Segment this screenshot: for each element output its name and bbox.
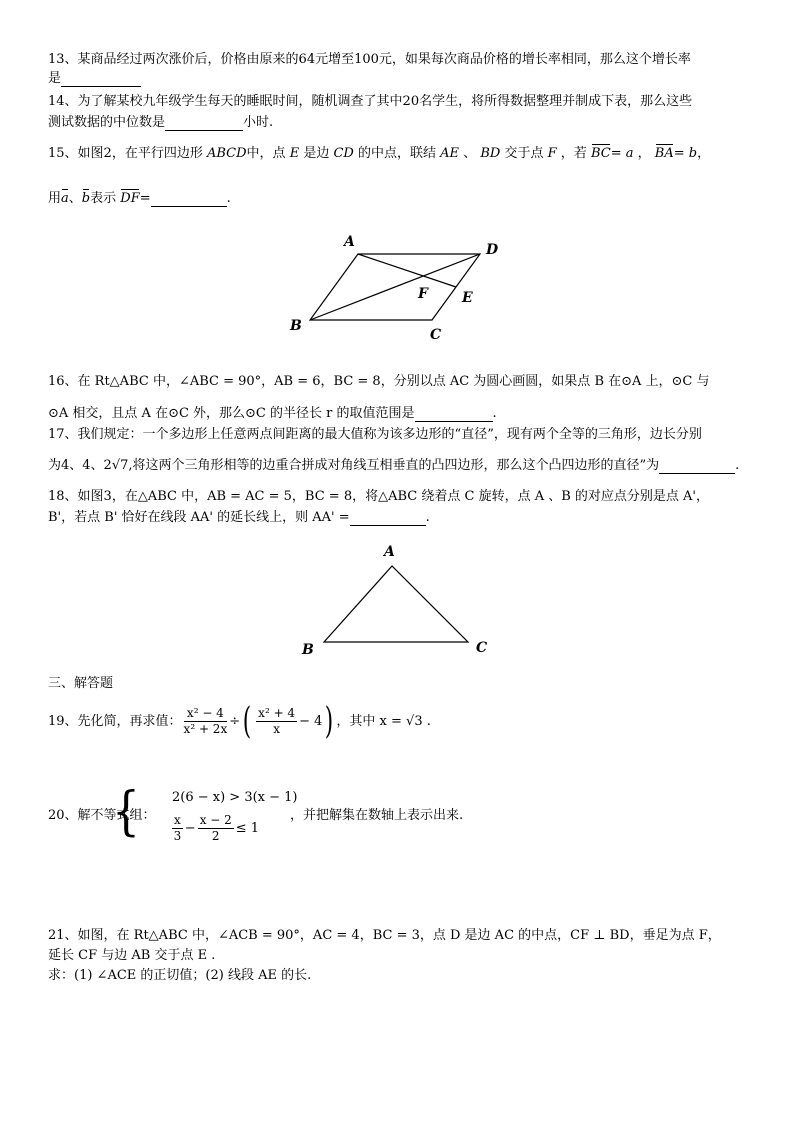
q13-line1: 13、某商品经过两次涨价后，价格由原来的64元增至100元，如果每次商品价格的增长率相同，那么这个增长率 bbox=[48, 52, 691, 67]
q15-text-g: 用 bbox=[48, 191, 62, 206]
q16-line2 bbox=[48, 405, 497, 422]
q16-period: . bbox=[492, 406, 497, 421]
label-b: B bbox=[302, 642, 314, 658]
q15-text-f: ，若 bbox=[560, 146, 587, 161]
q15-text-a: 15、如图2，在平行四边形 bbox=[48, 146, 203, 161]
q18-label: B'，若点 B' 恰好在线段 AA' 的延长线上，则 AA' = bbox=[48, 510, 350, 525]
q17-text-b: ,将这两个三角形相等的边重合拼成对角线互相垂直的凸四边形，那么这个凸四边形的直径”为 bbox=[128, 458, 660, 473]
q19-num2: x² + 4 bbox=[258, 706, 296, 720]
q15-vec-b: b bbox=[81, 191, 91, 206]
q20-brace: { bbox=[112, 780, 140, 842]
q17-sqrt: √7 bbox=[111, 458, 129, 473]
q15-sep: 、 bbox=[463, 146, 477, 161]
q21-line2: 延长 CF 与边 AB 交于点 E . bbox=[48, 948, 216, 963]
figure-triangle bbox=[296, 538, 506, 658]
q19-den1: x² + 2x bbox=[183, 722, 228, 736]
section-title: 三、解答题 bbox=[48, 676, 114, 691]
q15-ae: AE bbox=[440, 146, 460, 161]
q19-den2: x bbox=[273, 722, 281, 736]
q19-fraction-2 bbox=[256, 706, 297, 737]
q15-text-b: 中，点 bbox=[246, 146, 286, 161]
q15-e: E bbox=[289, 146, 300, 161]
q15-text-c: 是边 bbox=[303, 146, 330, 161]
q17-period: . bbox=[735, 458, 740, 473]
q20-ineq2 bbox=[170, 812, 259, 846]
q20-den-a: 3 bbox=[173, 829, 182, 843]
q20-num-a: x bbox=[174, 813, 181, 827]
label-c: C bbox=[476, 640, 488, 656]
label-b: B bbox=[290, 318, 302, 334]
q20-num-b: x − 2 bbox=[199, 813, 232, 827]
q19-div: ÷ bbox=[229, 714, 241, 729]
q21-line1: 21、如图，在 Rt△ABC 中，∠ACB = 90°，AC = 4，BC = 3，点 D 是边 AC 的中点，CF ⊥ BD，垂足为点 F， bbox=[48, 928, 721, 943]
q18-answer-blank[interactable] bbox=[350, 509, 426, 526]
figure-parallelogram bbox=[280, 228, 520, 346]
q13-line2 bbox=[48, 70, 141, 87]
label-c: C bbox=[430, 327, 442, 343]
q16-answer-blank[interactable] bbox=[415, 405, 493, 422]
q15-sep2: 、 bbox=[68, 191, 82, 206]
q19-condition: ，其中 x = √3 . bbox=[336, 714, 431, 729]
q18-line1: 18、如图3，在△ABC 中，AB = AC = 5，BC = 8，将△ABC 绕着点 C 旋转，点 A 、B 的对应点分别是点 A'， bbox=[48, 489, 710, 504]
q19-label: 19、先化简，再求值： bbox=[48, 714, 182, 729]
q14-unit: 小时. bbox=[243, 115, 274, 130]
q20-le1: ≤ 1 bbox=[235, 821, 260, 836]
q15-bd: BD bbox=[480, 146, 501, 161]
label-a: A bbox=[384, 544, 395, 560]
q18-line2 bbox=[48, 509, 430, 526]
q17-text-a: 为4、4、2 bbox=[48, 458, 112, 473]
q15-eq-a: = a bbox=[610, 146, 634, 161]
q15-text-h: 表示 bbox=[90, 191, 117, 206]
q20-ineq1: 2(6 − x) > 3(x − 1) bbox=[172, 790, 298, 805]
q13-answer-blank[interactable] bbox=[61, 70, 141, 87]
q20-label: 20、解不等式组： bbox=[48, 808, 156, 823]
q15-vec-a: a bbox=[61, 191, 69, 206]
q14-label: 测试数据的中位数是 bbox=[48, 115, 166, 130]
label-a: A bbox=[344, 234, 355, 250]
q17-line2 bbox=[48, 457, 739, 474]
q14-line2 bbox=[48, 114, 273, 131]
q15-period: . bbox=[226, 191, 231, 206]
q19-rparen: ) bbox=[325, 700, 334, 742]
q14-answer-blank[interactable] bbox=[165, 114, 243, 131]
q15-line1 bbox=[48, 146, 710, 162]
triangle-abc bbox=[324, 566, 468, 642]
q18-period: . bbox=[425, 510, 430, 525]
q20-minus: − bbox=[184, 821, 196, 836]
q15-eq-b: = b bbox=[673, 146, 698, 161]
q19-lparen: ( bbox=[242, 700, 252, 742]
q15-vec-ba: BA bbox=[654, 146, 674, 161]
q15-text-d: 的中点，联结 bbox=[358, 146, 437, 161]
q15-comma: ， bbox=[637, 146, 651, 161]
q16-label: ⊙A 相交，且点 A 在⊙C 外，那么⊙C 的半径长 r 的取值范围是 bbox=[48, 406, 415, 421]
q15-answer-blank[interactable] bbox=[151, 190, 227, 207]
q15-line2 bbox=[48, 190, 231, 207]
q15-cd: CD bbox=[333, 146, 354, 161]
q20-fraction-a bbox=[172, 813, 183, 844]
q20-fraction-b bbox=[198, 813, 234, 844]
q15-vec-df: DF bbox=[120, 191, 140, 206]
q19-line bbox=[48, 702, 431, 742]
q15-text-e: 交于点 bbox=[504, 146, 544, 161]
q15-vec-bc: BC bbox=[590, 146, 611, 161]
q19-num1: x² − 4 bbox=[184, 706, 228, 722]
q19-minus4: − 4 bbox=[299, 714, 323, 729]
q15-eq: = bbox=[139, 191, 151, 206]
q21-line3: 求：(1) ∠ACE 的正切值；(2) 线段 AE 的长. bbox=[48, 968, 312, 983]
label-f: F bbox=[418, 286, 428, 302]
q19-fraction-1 bbox=[184, 706, 228, 737]
label-d: D bbox=[486, 242, 499, 258]
q15-end: ， bbox=[697, 146, 711, 161]
q15-f: F bbox=[547, 146, 557, 161]
q17-line1: 17、我们规定：一个多边形上任意两点间距离的最大值称为该多边形的“直径”，现有两个全等的三角形，边长分别 bbox=[48, 427, 702, 442]
q20-instruction: ，并把解集在数轴上表示出来. bbox=[290, 808, 464, 823]
q20-den-b: 2 bbox=[211, 829, 220, 843]
q16-line1: 16、在 Rt△ABC 中，∠ABC = 90°，AB = 6，BC = 8，分别以点 AC 为圆心画圆，如果点 B 在⊙A 上，⊙C 与 bbox=[48, 374, 710, 389]
q14-line1: 14、为了解某校九年级学生每天的睡眠时间，随机调查了其中20名学生，将所得数据整理并制成下表，那么这些 bbox=[48, 94, 693, 109]
q17-answer-blank[interactable] bbox=[659, 457, 735, 474]
q13-label: 是 bbox=[48, 71, 62, 86]
q15-abcd: ABCD bbox=[206, 146, 247, 161]
label-e: E bbox=[462, 290, 473, 306]
